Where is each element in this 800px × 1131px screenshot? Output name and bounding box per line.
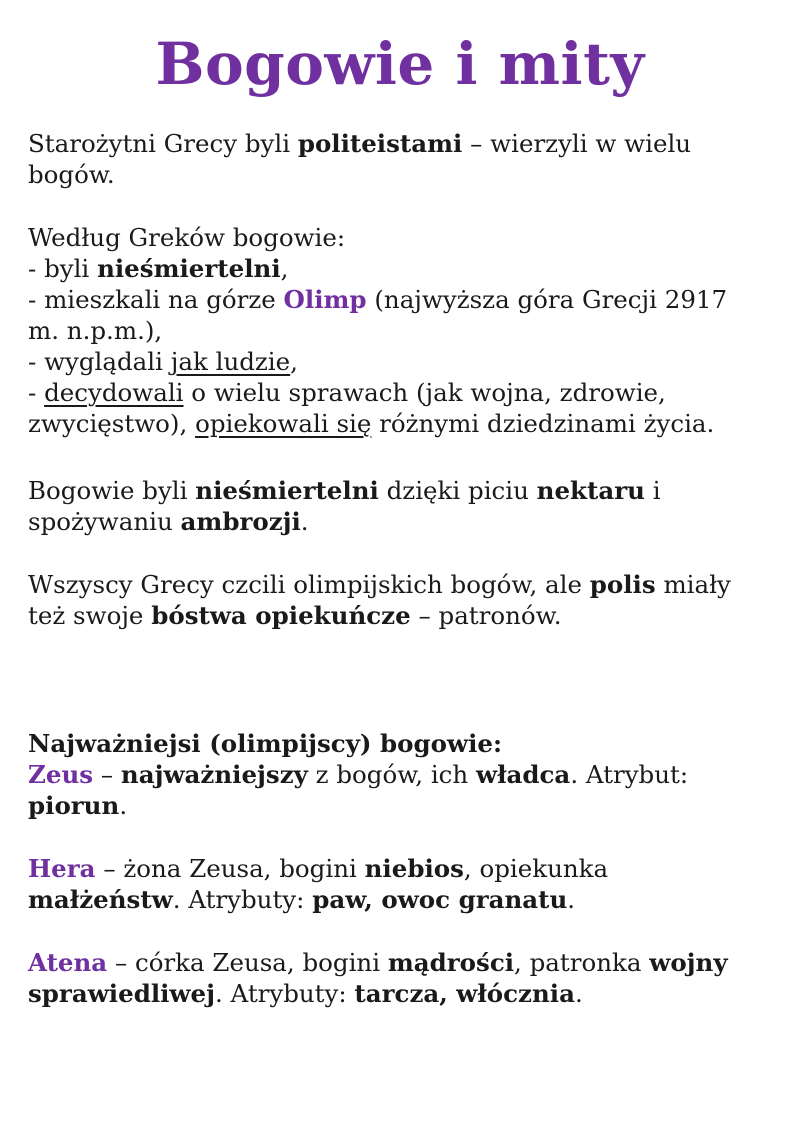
text-line — [28, 408, 776, 439]
underlined-term: decydowali — [44, 378, 184, 407]
text-run: . — [300, 507, 309, 536]
text-run: też swoje — [28, 601, 152, 630]
text-run: (najwyższa góra Grecji 2917 — [366, 285, 728, 314]
text-run: , opiekunka — [463, 854, 609, 883]
text-run: spożywaniu — [28, 507, 181, 536]
text-run: , patronka — [514, 948, 650, 977]
text-run: Według Greków bogowie: — [28, 223, 346, 252]
text-run: z bogów, ich — [307, 760, 476, 789]
underlined-term: opiekowali się — [195, 409, 372, 438]
text-run: . — [574, 979, 583, 1008]
text-run: . — [119, 791, 128, 820]
text-run: dzięki piciu — [378, 476, 537, 505]
text-run: – — [93, 760, 121, 789]
bold-term: tarcza, włócznia — [354, 979, 575, 1008]
text-run: m. n.p.m.), — [28, 316, 163, 345]
list-item — [28, 253, 776, 284]
text-run: – córka Zeusa, bogini — [107, 948, 388, 977]
bold-term: nieśmiertelni — [195, 476, 379, 505]
text-line — [28, 128, 776, 159]
paragraph-gods-traits — [28, 222, 776, 439]
bold-term: najważniejszy — [120, 760, 308, 789]
underlined-term: jak ludzie — [170, 347, 291, 376]
bold-term: paw, owoc granatu — [312, 885, 568, 914]
text-line — [28, 315, 776, 346]
text-run: różnymi dziedzinami życia. — [371, 409, 715, 438]
text-line — [28, 506, 776, 537]
paragraph-nectar-ambrosia — [28, 475, 776, 537]
bold-term: polis — [589, 570, 656, 599]
god-entry-zeus — [28, 759, 776, 790]
text-run: , — [280, 254, 289, 283]
bold-term-niesmiertelni: nieśmiertelni — [97, 254, 281, 283]
text-run: o wielu sprawach (jak wojna, zdrowie, — [183, 378, 666, 407]
text-run: zwycięstwo), — [28, 409, 196, 438]
bold-term-politeistami: politeistami — [297, 129, 463, 158]
text-run: - wyglądali — [28, 347, 171, 376]
page-title: Bogowie i mity — [155, 30, 645, 98]
text-run: – żona Zeusa, bogini — [95, 854, 365, 883]
bold-term: niebios — [364, 854, 464, 883]
text-run: – patronów. — [410, 601, 562, 630]
bold-term: piorun — [28, 791, 120, 820]
text-run: . Atrybuty: — [172, 885, 313, 914]
text-run: . Atrybuty: — [214, 979, 355, 1008]
god-name: Zeus — [28, 760, 94, 789]
text-line — [28, 790, 776, 821]
text-run: Bogowie byli — [28, 476, 196, 505]
paragraph-polis-patrons — [28, 569, 776, 631]
god-entry-hera — [28, 853, 776, 915]
text-run: i — [644, 476, 661, 505]
list-item — [28, 377, 776, 408]
text-line — [28, 159, 776, 190]
text-line — [28, 947, 776, 978]
text-line — [28, 569, 776, 600]
section-olympian-gods — [28, 728, 776, 821]
god-name: Atena — [28, 948, 108, 977]
text-run: . — [567, 885, 576, 914]
bold-term: nektaru — [536, 476, 645, 505]
text-run: - — [28, 378, 45, 407]
text-run: - byli — [28, 254, 98, 283]
bold-term: sprawiedliwej — [28, 979, 215, 1008]
text-run: Starożytni Grecy byli — [28, 129, 298, 158]
text-line — [28, 475, 776, 506]
god-entry-atena — [28, 947, 776, 1009]
text-run: . Atrybut: — [570, 760, 689, 789]
text-line — [28, 884, 776, 915]
section-heading: Najważniejsi (olimpijscy) bogowie: — [28, 729, 503, 758]
bold-term: władca — [475, 760, 571, 789]
text-run: miały — [655, 570, 731, 599]
list-item — [28, 284, 776, 315]
text-run: , — [290, 347, 298, 376]
paragraph-polytheism — [28, 128, 776, 190]
list-item — [28, 346, 776, 377]
text-run: bogów. — [28, 160, 115, 189]
text-run: – wierzyli w wielu — [462, 129, 692, 158]
text-run: Wszyscy Grecy czcili olimpijskich bogów, ale — [28, 570, 590, 599]
bold-term: bóstwa opiekuńcze — [151, 601, 411, 630]
text-line — [28, 853, 776, 884]
text-line — [28, 222, 776, 253]
bold-term: ambrozji — [180, 507, 301, 536]
bold-term: wojny — [649, 948, 728, 977]
text-line — [28, 978, 776, 1009]
bold-term: małżeństw — [28, 885, 173, 914]
text-line — [28, 600, 776, 631]
bold-term: mądrości — [387, 948, 515, 977]
text-run: - mieszkali na górze — [28, 285, 284, 314]
highlight-term-olimp: Olimp — [283, 285, 367, 314]
god-name: Hera — [28, 854, 96, 883]
